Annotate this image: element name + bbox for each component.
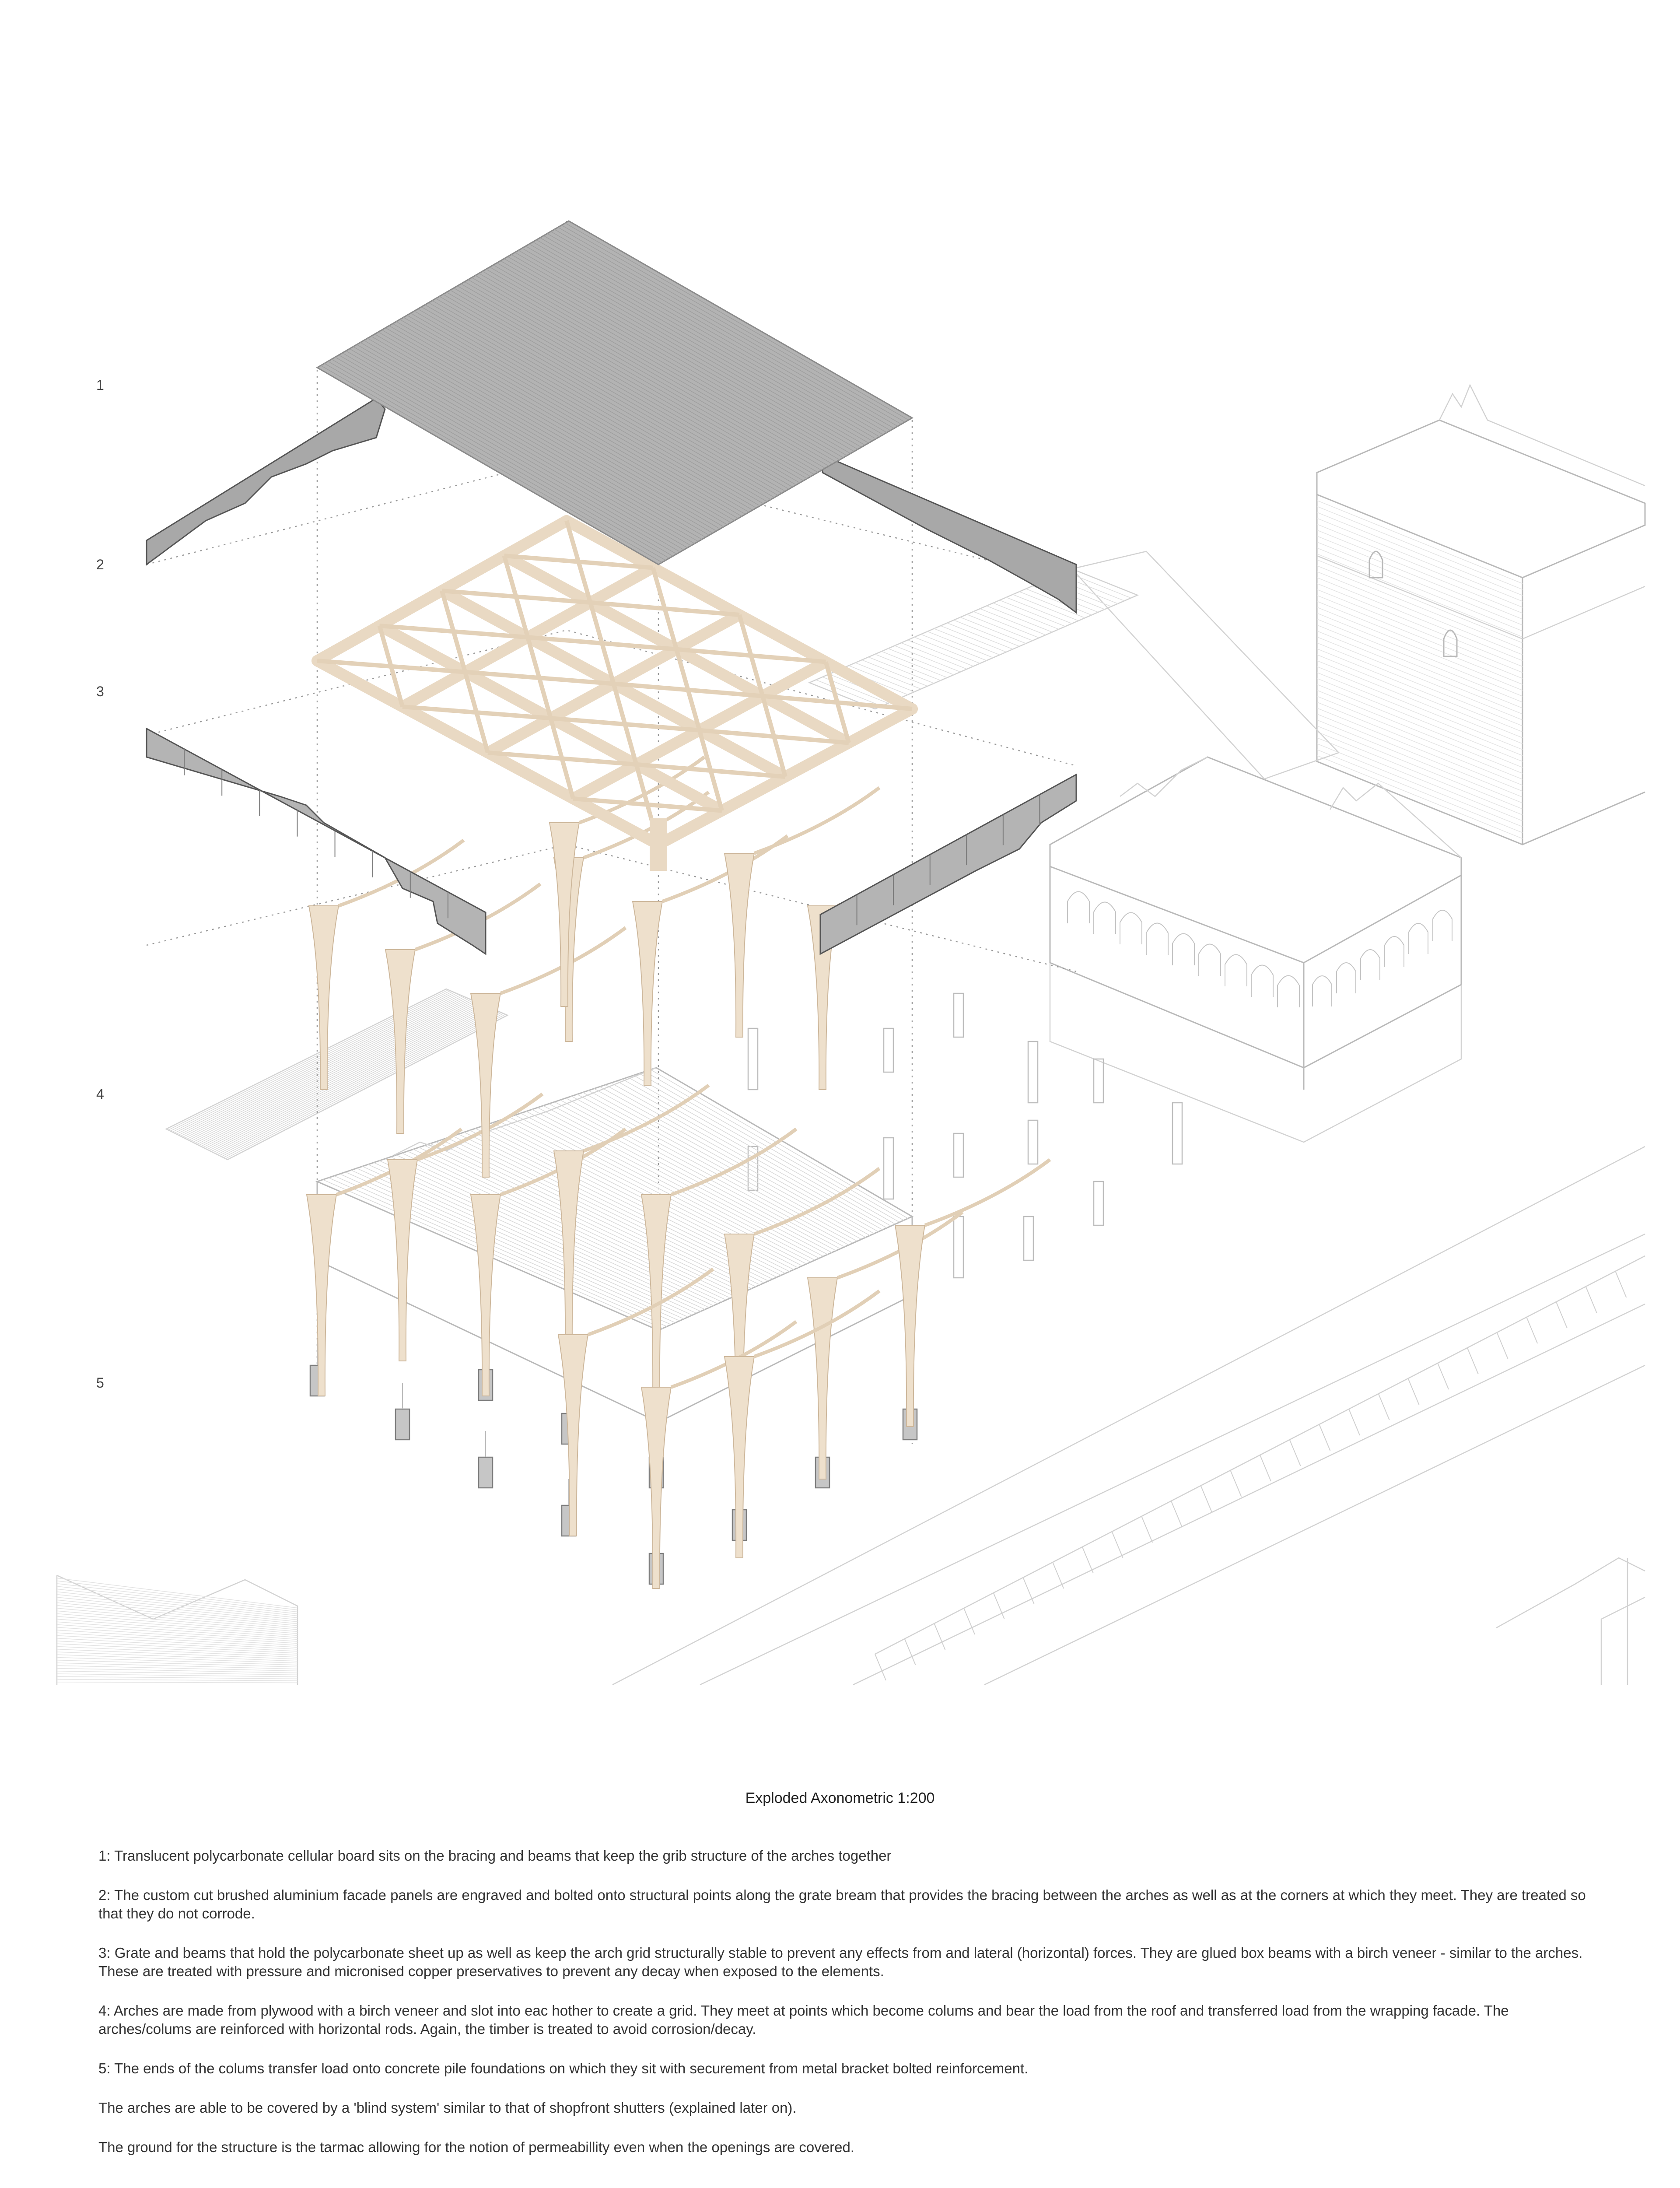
loose-column: [954, 1217, 963, 1278]
drawing-caption: Exploded Axonometric 1:200: [745, 1790, 935, 1806]
grate-and-beams: [317, 521, 912, 871]
arch-column: [641, 1387, 671, 1588]
loose-column: [1028, 1041, 1038, 1103]
arch-column: [388, 1160, 417, 1361]
pile: [479, 1457, 493, 1488]
context-building-bottom-right: [1496, 1558, 1645, 1685]
pile: [396, 1409, 410, 1440]
context-building-bottom-left: [57, 1575, 298, 1685]
loose-column: [1094, 1059, 1103, 1103]
polycarbonate-roof: [317, 221, 912, 565]
layer-label-3: 3: [96, 684, 104, 699]
loose-column: [1028, 1120, 1038, 1164]
layer-label-5: 5: [96, 1375, 104, 1391]
arch-column: [895, 1225, 925, 1427]
loose-column: [884, 1138, 893, 1199]
loose-column: [1094, 1182, 1103, 1225]
arch-rib: [662, 836, 788, 901]
layer-label-1: 1: [96, 377, 104, 393]
loose-column: [748, 1028, 758, 1090]
context-building-top-right: [1317, 385, 1645, 845]
loose-column: [954, 1133, 963, 1177]
loose-column: [1172, 1103, 1182, 1164]
note-3: 3: Grate and beams that hold the polycarbonate sheet up as well as keep the arch grid structurally stable to prevent any effects from and lateral (horizontal) forces. They are glued box beams with a birch veneer - similar to the arches. These are treated with pressure and micronised copper preservatives to prevent any decay when exposed to the elements.: [98, 1945, 1583, 1979]
loose-columns: [748, 993, 1182, 1278]
arch-column: [808, 1278, 837, 1479]
arch-column: [309, 906, 339, 1090]
loose-column: [954, 993, 963, 1037]
note-2: 2: The custom cut brushed aluminium facade panels are engraved and bolted onto structural points along the grate bream that provides the bracing between the arches as well as at the corners at which they meet. They are treated so that they do not corrode.: [98, 1887, 1586, 1922]
arch-rib: [925, 1160, 1050, 1225]
context-arcade-building: [1050, 757, 1461, 1142]
arch-rib: [754, 1168, 879, 1234]
note-7: The ground for the structure is the tarmac allowing for the notion of permeabillity even when the openings are covered.: [98, 2139, 854, 2155]
arch-column: [724, 1357, 754, 1558]
note-1: 1: Translucent polycarbonate cellular board sits on the bracing and beams that keep the grib structure of the arches together: [98, 1848, 892, 1864]
loose-column: [884, 1028, 893, 1072]
grate-post: [650, 818, 667, 871]
note-6: The arches are able to be covered by a 'blind system' similar to that of shopfront shutters (explained later on).: [98, 2100, 797, 2116]
arch-column: [554, 1151, 584, 1352]
layer-label-4: 4: [96, 1086, 104, 1102]
loose-column: [1024, 1217, 1033, 1260]
note-4: 4: Arches are made from plywood with a birch veneer and slot into eac hother to create a grid. They meet at points which become colums and bear the load from the roof and transferred load from the wrapping facade. The arches/colums are reinforced with horizontal rods. Again, the timber is treated to avoid corrosion/decay.: [98, 2002, 1509, 2037]
arch-column: [641, 1195, 671, 1396]
layer-label-2: 2: [96, 557, 104, 572]
arch-rib: [754, 788, 879, 853]
note-5: 5: The ends of the colums transfer load onto concrete pile foundations on which they sit with securement from metal bracket bolted reinforcement.: [98, 2060, 1029, 2076]
arch-column: [724, 853, 754, 1037]
notes: [98, 1847, 1595, 2177]
arch-column: [471, 1195, 500, 1396]
arch-column: [471, 993, 500, 1177]
